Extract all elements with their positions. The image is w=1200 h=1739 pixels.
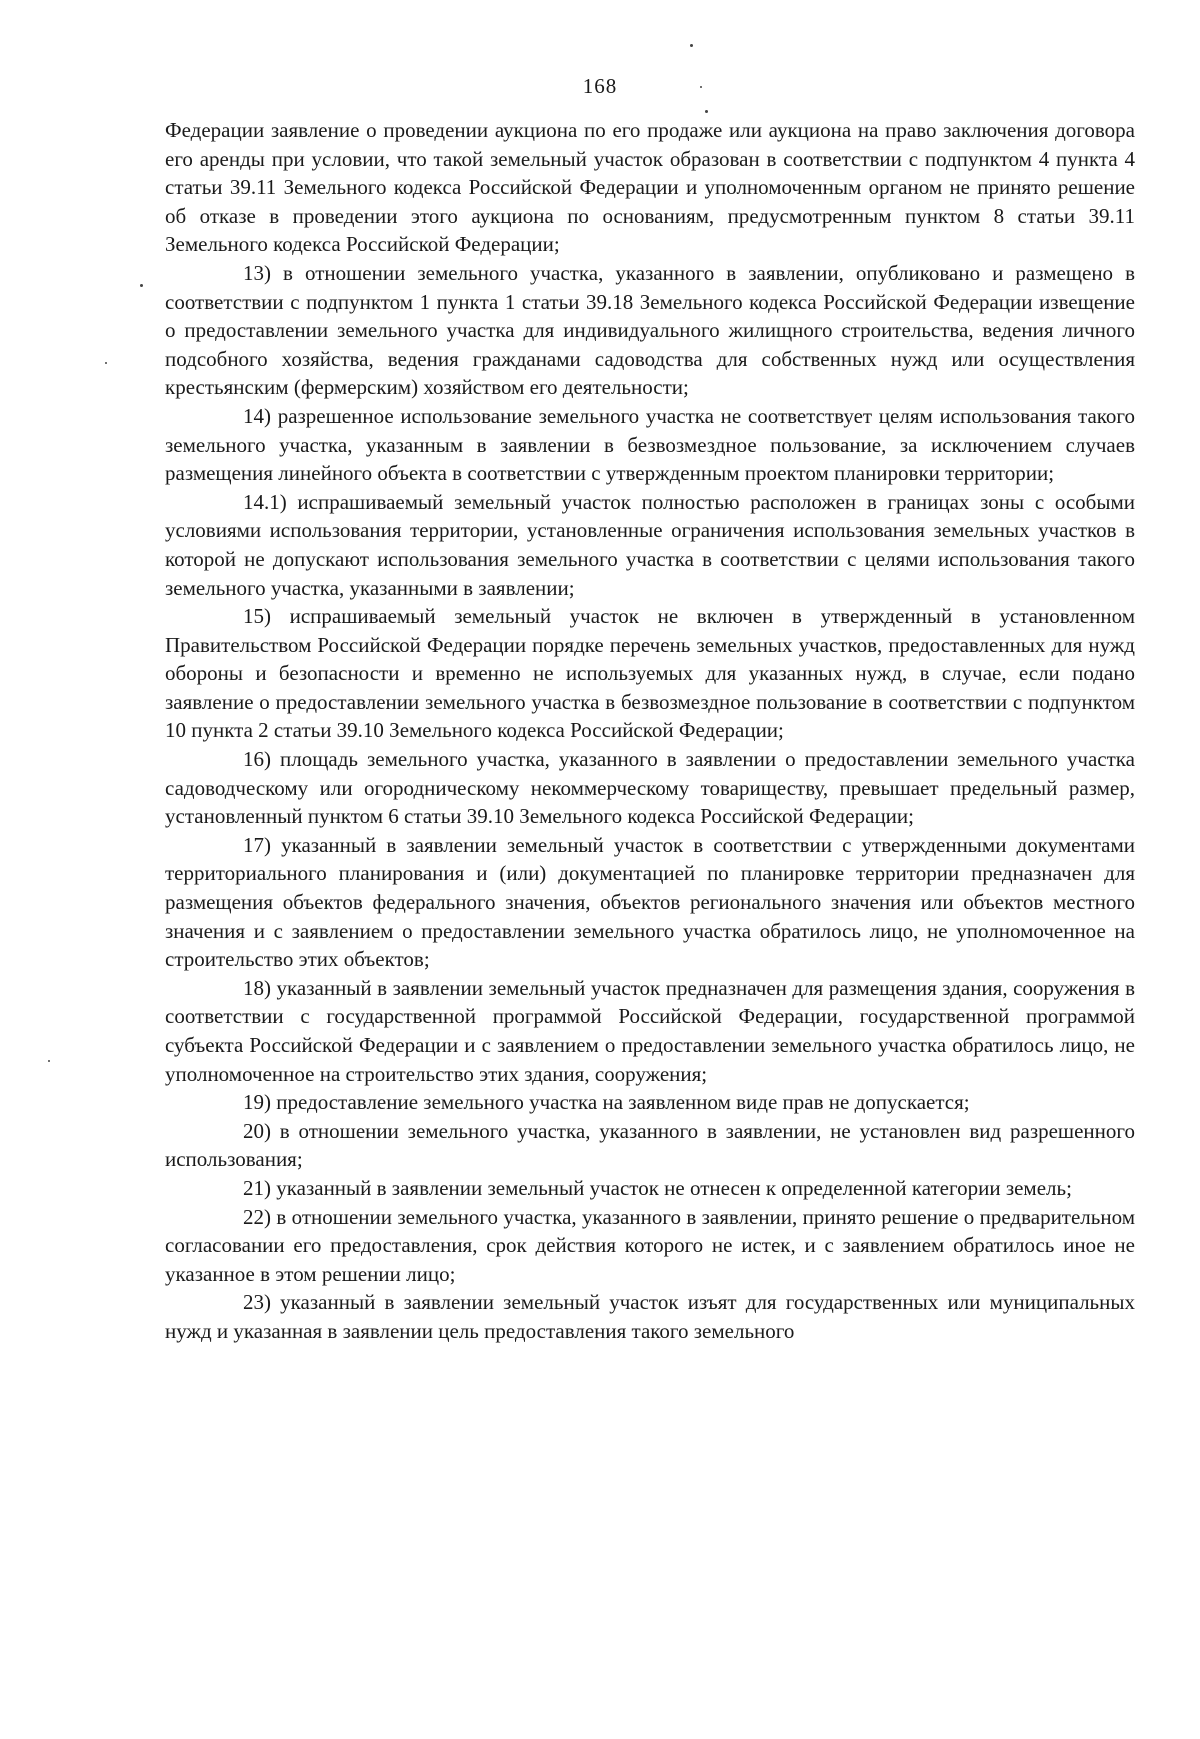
paragraph-item-19: 19) предоставление земельного участка на заявленном виде прав не допускается; bbox=[243, 1090, 970, 1115]
paragraph-item-17: 17) указанный в заявлении земельный участок в соответствии с утвержденными документами территориального планирования и (или) документацией по планировке территории предназначен для размещения объектов федерального значения, объектов регионального значения или объектов местного значения и с заявлением о предоставлении земельного участка обратилось лицо, не уполномоченное на строительство этих объектов; bbox=[165, 832, 1135, 972]
paragraph-item-18: 18) указанный в заявлении земельный участок предназначен для размещения здания, сооружения в соответствии с государственной программой Российской Федерации, государственной программой субъекта Российской Федерации и с заявлением о предоставлении земельного участка обратилось лицо, не уполномоченное на строительство этих здания, сооружения; bbox=[165, 975, 1135, 1086]
paragraph-item-13: 13) в отношении земельного участка, указанного в заявлении, опубликовано и размещено в соответствии с подпунктом 1 пункта 1 статьи 39.18 Земельного кодекса Российской Федерации извещение о предоставлении земельного участка для индивидуального жилищного строительства, ведения личного подсобного хозяйства, ведения гражданами садоводства для собственных нужд или осуществления крестьянским (фермерским) хозяйством его деятельности; bbox=[165, 260, 1135, 400]
paragraph-item-22: 22) в отношении земельного участка, указанного в заявлении, принято решение о предварительном согласовании его предоставления, срок действия которого не истек, и с заявлением обратилось иное не указанное в этом решении лицо; bbox=[165, 1204, 1135, 1286]
document-body bbox=[165, 116, 1135, 1346]
scan-speck bbox=[105, 362, 107, 364]
scan-speck bbox=[690, 44, 693, 47]
paragraph-item-15: 15) испрашиваемый земельный участок не включен в утвержденный в установленном Правительством Российской Федерации порядке перечень земельных участков, предоставленных для нужд обороны и безопасности и временно не используемых для указанных нужд, в случае, если подано заявление о предоставлении земельного участка в безвозмездное пользование в соответствии с подпунктом 10 пункта 2 статьи 39.10 Земельного кодекса Российской Федерации; bbox=[165, 604, 1135, 743]
paragraph-continuation: Федерации заявление о проведении аукциона по его продаже или аукциона на право заключения договора его аренды при условии, что такой земельный участок образован в соответствии с подпунктом 4 пункта 4 статьи 39.11 Земельного кодекса Российской Федерации и уполномоченным органом не принято решение об отказе в проведении этого аукциона по основаниям, предусмотренным пунктом 8 статьи 39.11 Земельного кодекса Российской Федерации; bbox=[165, 118, 1135, 257]
scan-speck bbox=[48, 1060, 50, 1062]
paragraph-item-23: 23) указанный в заявлении земельный участок изъят для государственных или муниципальных нужд и указанная в заявлении цель предоставления такого земельного bbox=[165, 1290, 1135, 1343]
paragraph-item-14: 14) разрешенное использование земельного участка не соответствует целям использования такого земельного участка, указанным в заявлении в безвозмездное пользование, за исключением случаев размещения линейного объекта в соответствии с утвержденным проектом планировки территории; bbox=[165, 403, 1135, 486]
scan-speck bbox=[705, 110, 708, 113]
page-number: 168 bbox=[582, 74, 618, 98]
paragraph-item-21: 21) указанный в заявлении земельный участок не отнесен к определенной категории земель; bbox=[243, 1175, 1072, 1200]
scan-speck bbox=[700, 86, 702, 88]
paragraph-item-16: 16) площадь земельного участка, указанного в заявлении о предоставлении земельного участка садоводческому или огородническому некоммерческому товариществу, превышает предельный размер, установленный пунктом 6 статьи 39.10 Земельного кодекса Российской Федерации; bbox=[165, 747, 1135, 829]
paragraph-item-20: 20) в отношении земельного участка, указанного в заявлении, не установлен вид разрешенного использования; bbox=[165, 1118, 1135, 1172]
paragraph-item-14-1: 14.1) испрашиваемый земельный участок полностью расположен в границах зоны с особыми условиями использования территории, установленные ограничения использования земельных участков в которой не допускают использования земельного участка в соответствии с целями использования такого земельного участка, указанными в заявлении; bbox=[165, 489, 1135, 600]
scan-speck bbox=[140, 284, 143, 287]
